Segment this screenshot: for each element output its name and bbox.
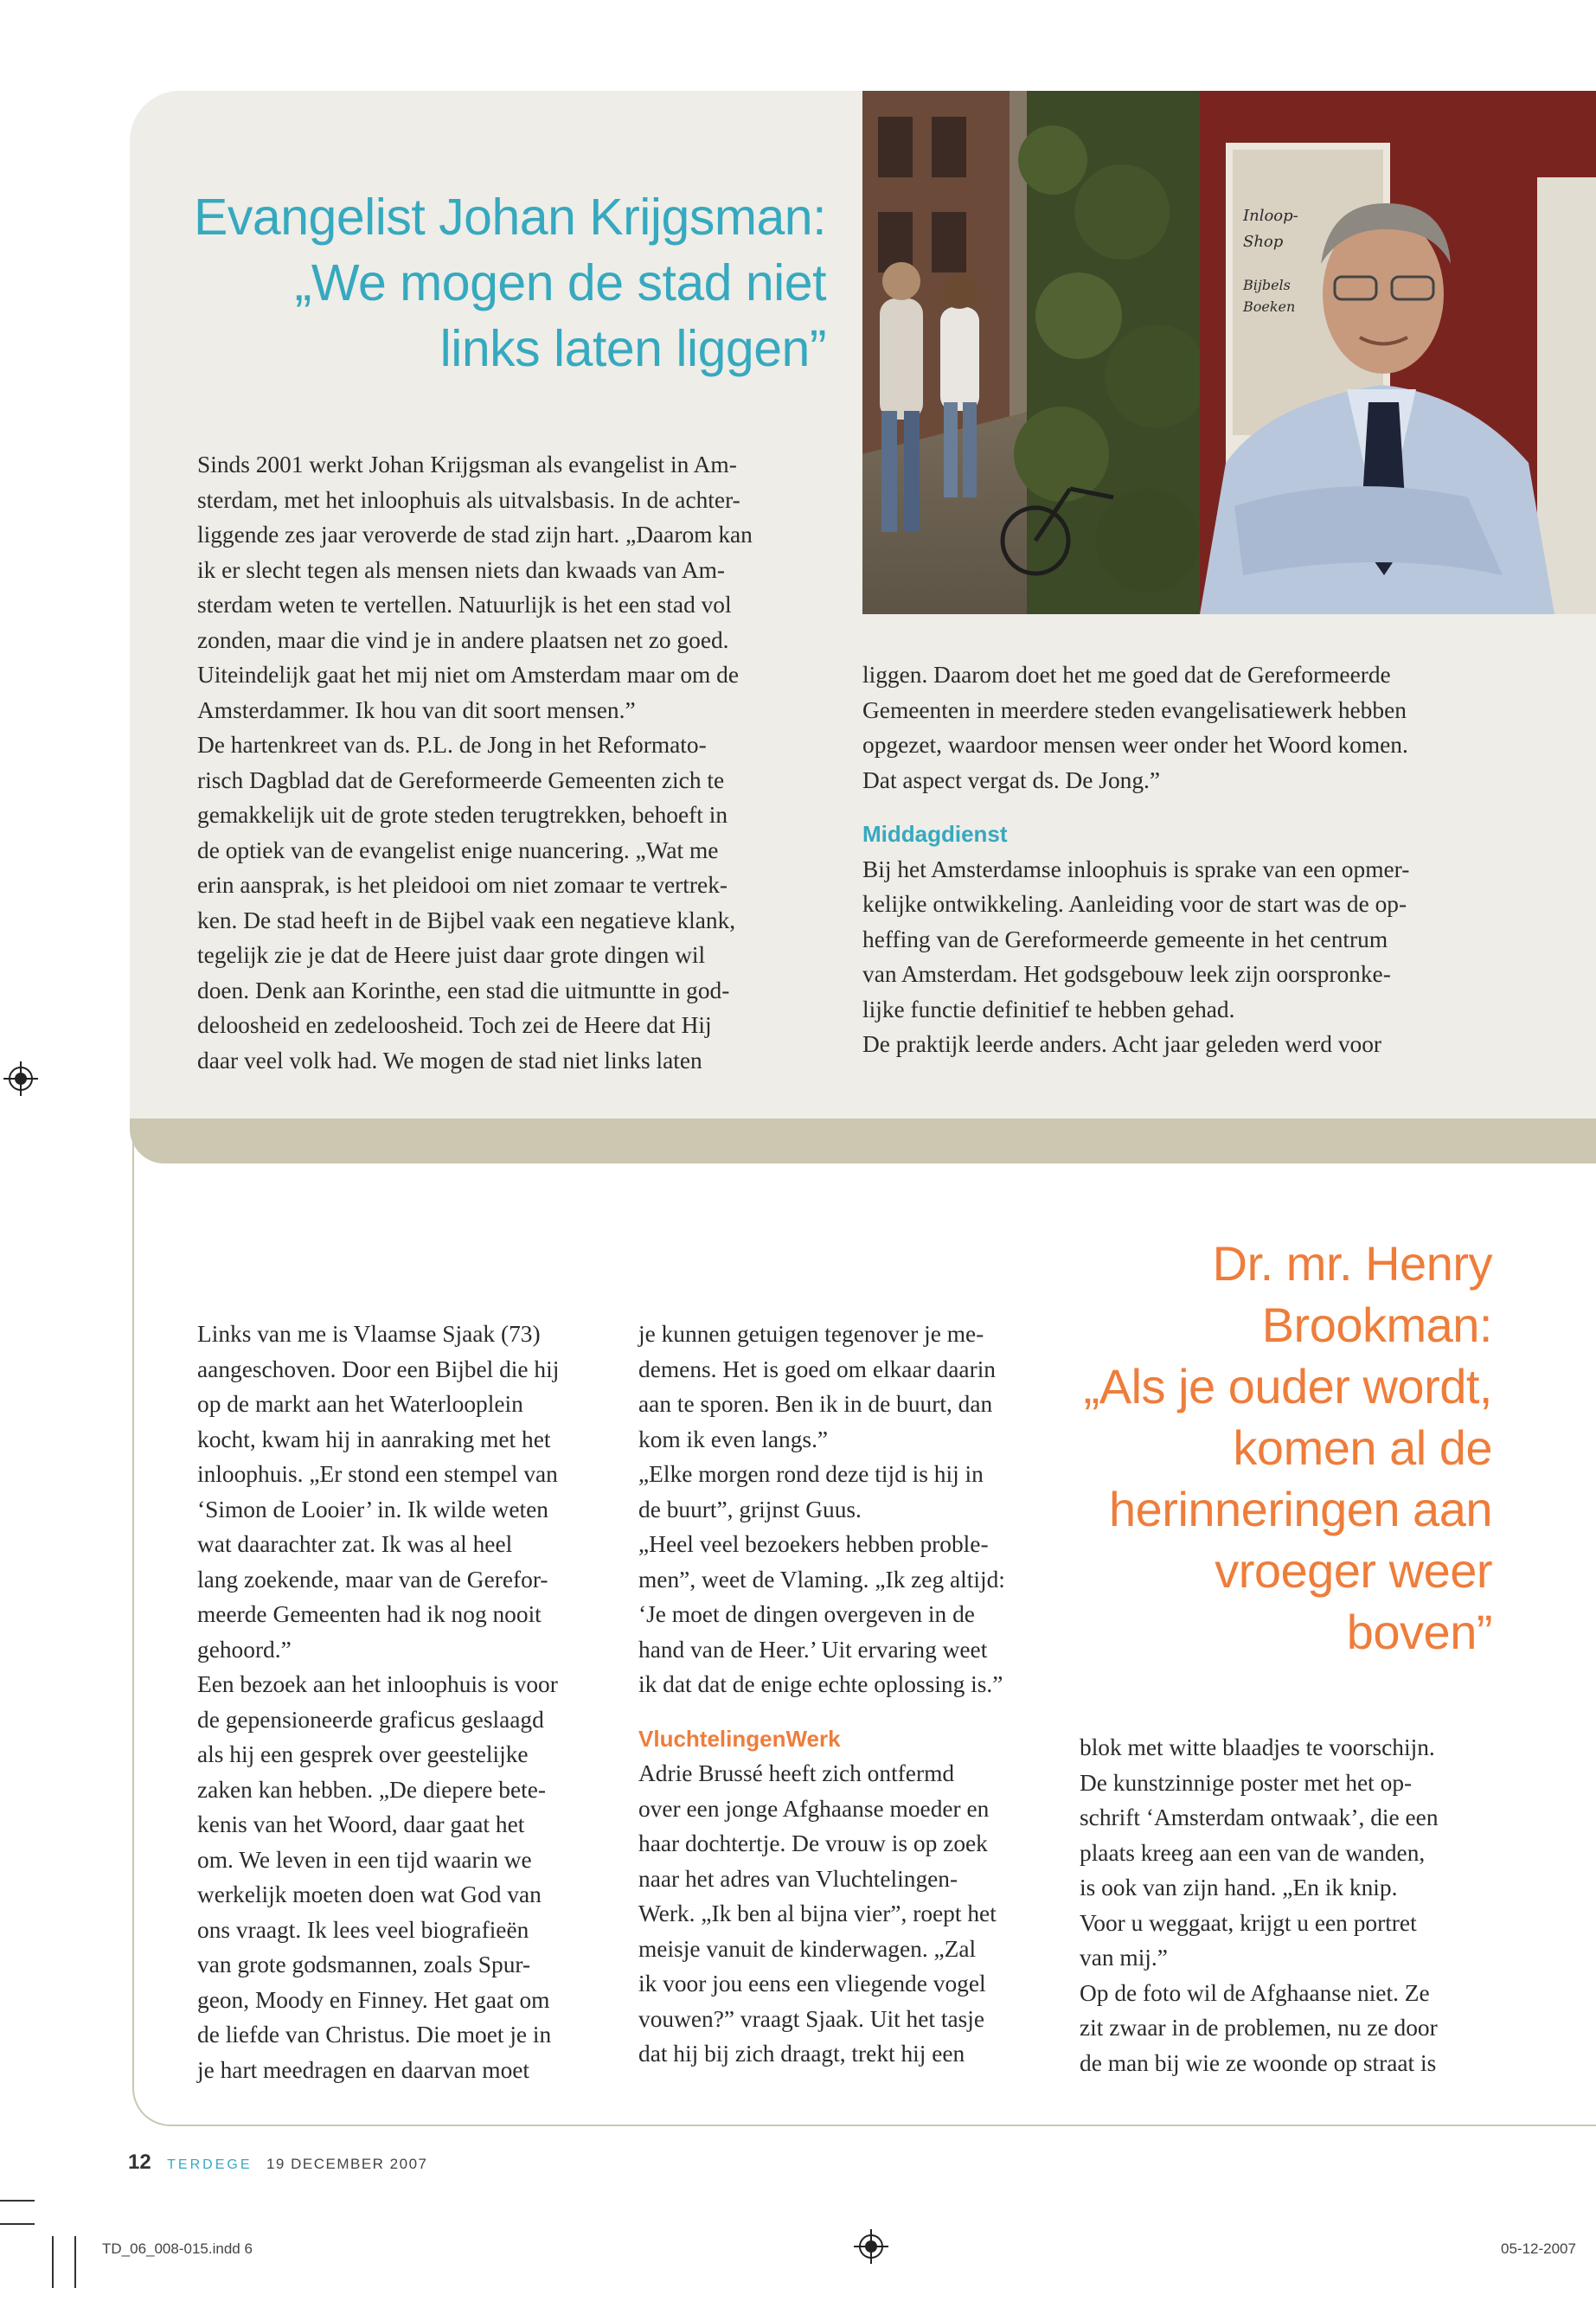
page-number: 12: [128, 2150, 151, 2174]
body-line: ons vraagt. Ik lees veel biografieën: [197, 1916, 529, 1943]
body-line: kelijke ontwikkeling. Aanleiding voor de start was de op-: [862, 891, 1407, 917]
body-line: ‘Simon de Looier’ in. Ik wilde weten: [197, 1496, 548, 1522]
body-line: dat hij bij zich draagt, trekt hij een: [638, 2041, 965, 2067]
body-line: „Elke morgen rond deze tijd is hij in: [638, 1461, 984, 1487]
issue-date: 19 DECEMBER 2007: [266, 2156, 428, 2172]
body-line: ik er slecht tegen als mensen niets dan kwaads van Am-: [197, 556, 726, 583]
body-line: om. We leven in een tijd waarin we: [197, 1846, 532, 1873]
body-line: tegelijk zie je dat de Heere juist daar grote dingen wil: [197, 942, 706, 968]
article-headline-2: [1021, 1233, 1492, 1663]
headline-line: „Als je ouder wordt,: [1083, 1359, 1492, 1413]
body-line: zaken kan hebben. „De diepere bete-: [197, 1776, 547, 1803]
body-line: werkelijk moeten doen wat God van: [197, 1881, 542, 1907]
registration-mark-icon: [854, 2229, 888, 2264]
body-line: erin aansprak, is het pleidooi om niet zomaar te vertrek-: [197, 872, 728, 898]
headline-line: boven”: [1346, 1605, 1492, 1659]
body-line: ‘Je moet de dingen overgeven in de: [638, 1601, 975, 1627]
body-line: aan te sporen. Ben ik in de buurt, dan: [638, 1391, 993, 1417]
slug-filename: TD_06_008-015.indd 6: [102, 2240, 253, 2257]
body-line: de buurt”, grijnst Guus.: [638, 1496, 862, 1522]
body-line: De kunstzinnige poster met het op-: [1080, 1769, 1413, 1796]
body-line: aangeschoven. Door een Bijbel die hij: [197, 1356, 560, 1382]
slug-date: 05-12-2007: [1501, 2240, 1576, 2257]
subheading: Middagdienst: [862, 821, 1008, 847]
headline-line: Evangelist Johan Krijgsman:: [194, 189, 826, 246]
body-line: De praktijk leerde anders. Acht jaar geleden werd voor: [862, 1031, 1382, 1057]
body-line: de liefde van Christus. Die moet je in: [197, 2022, 552, 2048]
body-line: plaats kreeg aan een van de wanden,: [1080, 1839, 1426, 1866]
body-line: Voor u weggaat, krijgt u een portret: [1080, 1909, 1417, 1936]
body-line: doen. Denk aan Korinthe, een stad die uitmuntte in god-: [197, 977, 730, 1003]
headline-line: Brookman:: [1261, 1298, 1492, 1352]
bottom-column-2: [638, 1317, 1054, 2072]
body-line: Sinds 2001 werkt Johan Krijgsman als evangelist in Am-: [197, 452, 737, 478]
body-line: van grote godsmannen, zoals Spur-: [197, 1952, 531, 1977]
body-line: de optiek van de evangelist enige nuancering. „Wat me: [197, 836, 719, 863]
body-line: haar dochtertje. De vrouw is op zoek: [638, 1830, 988, 1856]
body-line: „Heel veel bezoekers hebben proble-: [638, 1531, 989, 1557]
body-line: inloophuis. „Er stond een stempel van: [197, 1461, 558, 1487]
shop-sign-text: Shop: [1243, 233, 1284, 251]
body-line: kocht, kwam hij in aanraking met het: [197, 1426, 551, 1452]
body-line: kenis van het Woord, daar gaat het: [197, 1811, 525, 1837]
page-footer: [128, 2150, 427, 2175]
right-column: [862, 657, 1520, 1062]
crop-mark: [74, 2236, 76, 2288]
body-line: sterdam, met het inloophuis als uitvalsbasis. In de achter-: [197, 486, 740, 513]
magazine-name: TERDEGE: [167, 2157, 253, 2172]
body-line: meerde Gemeenten had ik nog nooit: [197, 1601, 542, 1627]
body-line: over een jonge Afghaanse moeder en: [638, 1795, 990, 1822]
body-line: lijke functie definitief te hebben gehad.: [862, 996, 1235, 1022]
body-line: je kunnen getuigen tegenover je me-: [638, 1321, 984, 1347]
headline-line: komen al de: [1233, 1420, 1492, 1475]
subheading: VluchtelingenWerk: [638, 1725, 841, 1752]
body-line: kom ik even langs.”: [638, 1426, 829, 1452]
body-line: meisje vanuit de kinderwagen. „Zal: [638, 1935, 977, 1962]
body-line: Links van me is Vlaamse Sjaak (73): [197, 1321, 541, 1347]
body-line: ik dat dat de enige echte oplossing is.”: [638, 1671, 1003, 1697]
headline-line: links laten liggen”: [439, 320, 826, 377]
body-line: de gepensioneerde graficus geslaagd: [197, 1706, 544, 1733]
headline-line: herinneringen aan: [1109, 1482, 1492, 1536]
headline-line: Dr. mr. Henry: [1212, 1236, 1492, 1291]
body-line: De hartenkreet van ds. P.L. de Jong in het Reformato-: [197, 732, 707, 758]
bottom-column-3: [1080, 1730, 1495, 2080]
body-line: ik voor jou eens een vliegende vogel: [638, 1971, 986, 1997]
body-line: blok met witte blaadjes te voorschijn.: [1080, 1734, 1435, 1760]
body-line: geon, Moody en Finney. Het gaat om: [197, 1986, 550, 2013]
body-line: is ook van zijn hand. „En ik knip.: [1080, 1875, 1398, 1900]
intro-column: [197, 447, 837, 1078]
body-line: sterdam weten te vertellen. Natuurlijk is het een stad vol: [197, 592, 732, 618]
crop-mark: [52, 2236, 54, 2288]
body-line: liggen. Daarom doet het me goed dat de Gereformeerde: [862, 662, 1391, 688]
body-line: je hart meedragen en daarvan moet: [197, 2056, 530, 2083]
body-line: men”, weet de Vlaming. „Ik zeg altijd:: [638, 1566, 1005, 1593]
body-line: liggende zes jaar veroverde de stad zijn hart. „Daarom kan: [197, 522, 753, 548]
body-line: schrift ‘Amsterdam ontwaak’, die een: [1080, 1804, 1439, 1830]
body-line: wat daarachter zat. Ik was al heel: [197, 1531, 513, 1557]
body-line: Op de foto wil de Afghaanse niet. Ze: [1080, 1979, 1430, 2006]
body-line: demens. Het is goed om elkaar daarin: [638, 1356, 996, 1382]
article-photo: [862, 91, 1596, 614]
crop-mark: [0, 2223, 35, 2225]
body-line: zit zwaar in de problemen, nu ze door: [1080, 2015, 1438, 2041]
shop-sign-text: Boeken: [1243, 298, 1296, 315]
body-line: Adrie Brussé heeft zich ontfermd: [638, 1760, 955, 1786]
body-line: hand van de Heer.’ Uit ervaring weet: [638, 1636, 988, 1663]
registration-mark-icon: [3, 1061, 38, 1096]
body-line: lang zoekende, maar van de Gerefor-: [197, 1566, 548, 1593]
body-line: heffing van de Gereformeerde gemeente in het centrum: [862, 926, 1388, 952]
body-line: op de markt aan het Waterlooplein: [197, 1391, 523, 1417]
body-line: Dat aspect vergat ds. De Jong.”: [862, 766, 1161, 793]
body-line: Bij het Amsterdamse inloophuis is sprake van een opmer-: [862, 856, 1410, 882]
body-line: van mij.”: [1080, 1945, 1168, 1971]
body-line: daar veel volk had. We mogen de stad niet links laten: [197, 1047, 702, 1074]
body-line: risch Dagblad dat de Gereformeerde Gemeenten zich te: [197, 766, 725, 793]
headline-line: vroeger weer: [1215, 1543, 1492, 1598]
body-line: Amsterdammer. Ik hou van dit soort mensen.”: [197, 696, 636, 723]
body-line: opgezet, waardoor mensen weer onder het Woord komen.: [862, 732, 1408, 758]
headline-line: „We mogen de stad niet: [294, 254, 826, 311]
body-line: zonden, maar die vind je in andere plaatsen net zo goed.: [197, 626, 729, 653]
body-line: deloosheid en zedeloosheid. Toch zei de Heere dat Hij: [197, 1012, 712, 1038]
body-line: als hij een gesprek over geestelijke: [197, 1741, 529, 1767]
body-line: Een bezoek aan het inloophuis is voor: [197, 1671, 558, 1697]
bottom-column-1: [197, 1317, 612, 2087]
body-line: Uiteindelijk gaat het mij niet om Amsterdam maar om de: [197, 662, 740, 688]
body-line: van Amsterdam. Het godsgebouw leek zijn oorspronke-: [862, 961, 1391, 987]
body-line: Werk. „Ik ben al bijna vier”, roept het: [638, 1900, 997, 1926]
body-line: Gemeenten in meerdere steden evangelisatiewerk hebben: [862, 696, 1407, 723]
body-line: gehoord.”: [197, 1636, 292, 1663]
body-line: vouwen?” vraagt Sjaak. Uit het tasje: [638, 2005, 985, 2032]
shop-sign-text: Bijbels: [1243, 277, 1291, 293]
shop-sign-text: Inloop-: [1243, 207, 1298, 225]
body-line: naar het adres van Vluchtelingen-: [638, 1865, 958, 1892]
body-line: gemakkelijk uit de grote steden terugtrekken, behoeft in: [197, 802, 728, 828]
crop-mark: [0, 2200, 35, 2202]
body-line: ken. De stad heeft in de Bijbel vaak een negatieve klank,: [197, 907, 736, 933]
article-headline: [182, 184, 826, 381]
body-line: de man bij wie ze woonde op straat is: [1080, 2049, 1437, 2076]
